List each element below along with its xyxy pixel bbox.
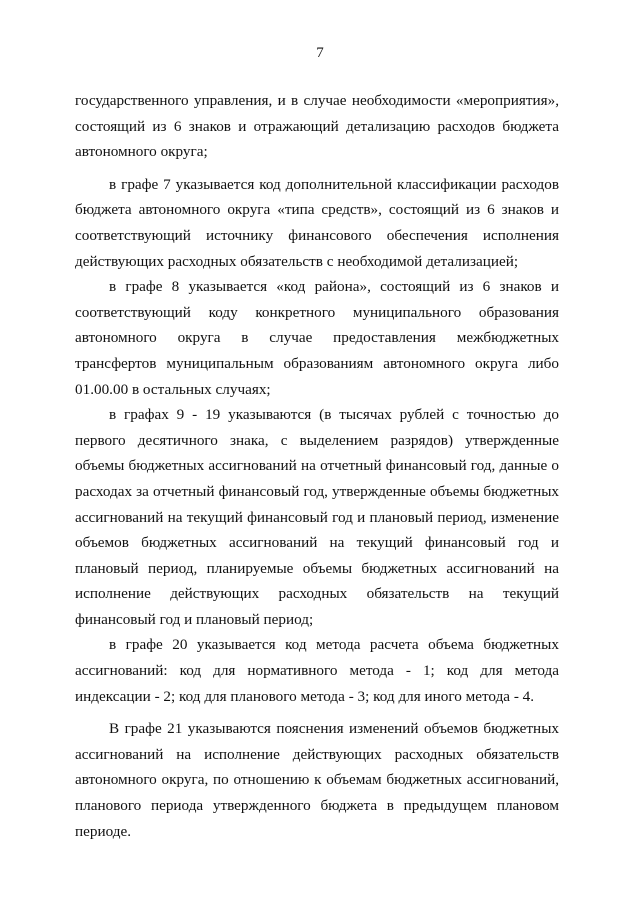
paragraph-column-8: в графе 8 указывается «код района», состоящий из 6 знаков и соответствующий коду конкретного муниципального образования автономного округа в случае предоставления межбюджетных трансфертов муниципальным образованиям автономного округа либо 01.00.00 в остальных случаях; [75,278,559,398]
paragraph-continuation: государственного управления, и в случае необходимости «мероприятия», состоящий из 6 знаков и отражающий детализацию расходов бюджета автономного округа; [75,92,559,161]
page-number: 7 [316,45,324,61]
paragraph-columns-9-19: в графах 9 - 19 указываются (в тысячах рублей с точностью до первого десятичного знака, с выделением разрядов) утвержденные объемы бюджетных ассигнований на отчетный финансовый год, данные о расходах за отчетный финансовый год, утвержденные объемы бюджетных ассигнований на текущий финансовый год и плановый период, изменение объемов бюджетных ассигнований на текущий финансовый год и плановый период, планируемые объемы бюджетных ассигнований на исполнение действующих расходных обязательств на текущий финансовый год и плановый период; [75,406,559,628]
document-body [75,88,559,844]
paragraph-column-7: в графе 7 указывается код дополнительной классификации расходов бюджета автономного округа «типа средств», состоящий из 6 знаков и соответствующий источнику финансового обеспечения исполнения действующих расходных обязательств с необходимой детализацией; [75,175,559,270]
paragraph-column-21: В графе 21 указываются пояснения изменений объемов бюджетных ассигнований на исполнение действующих расходных обязательств автономного округа, по отношению к объемам бюджетных ассигнований, планового периода утвержденного бюджета в предыдущем плановом периоде. [75,720,559,840]
paragraph-column-20: в графе 20 указывается код метода расчета объема бюджетных ассигнований: код для нормативного метода - 1; код для метода индексации - 2; код для планового метода - 3; код для иного метода - 4. [75,636,559,705]
